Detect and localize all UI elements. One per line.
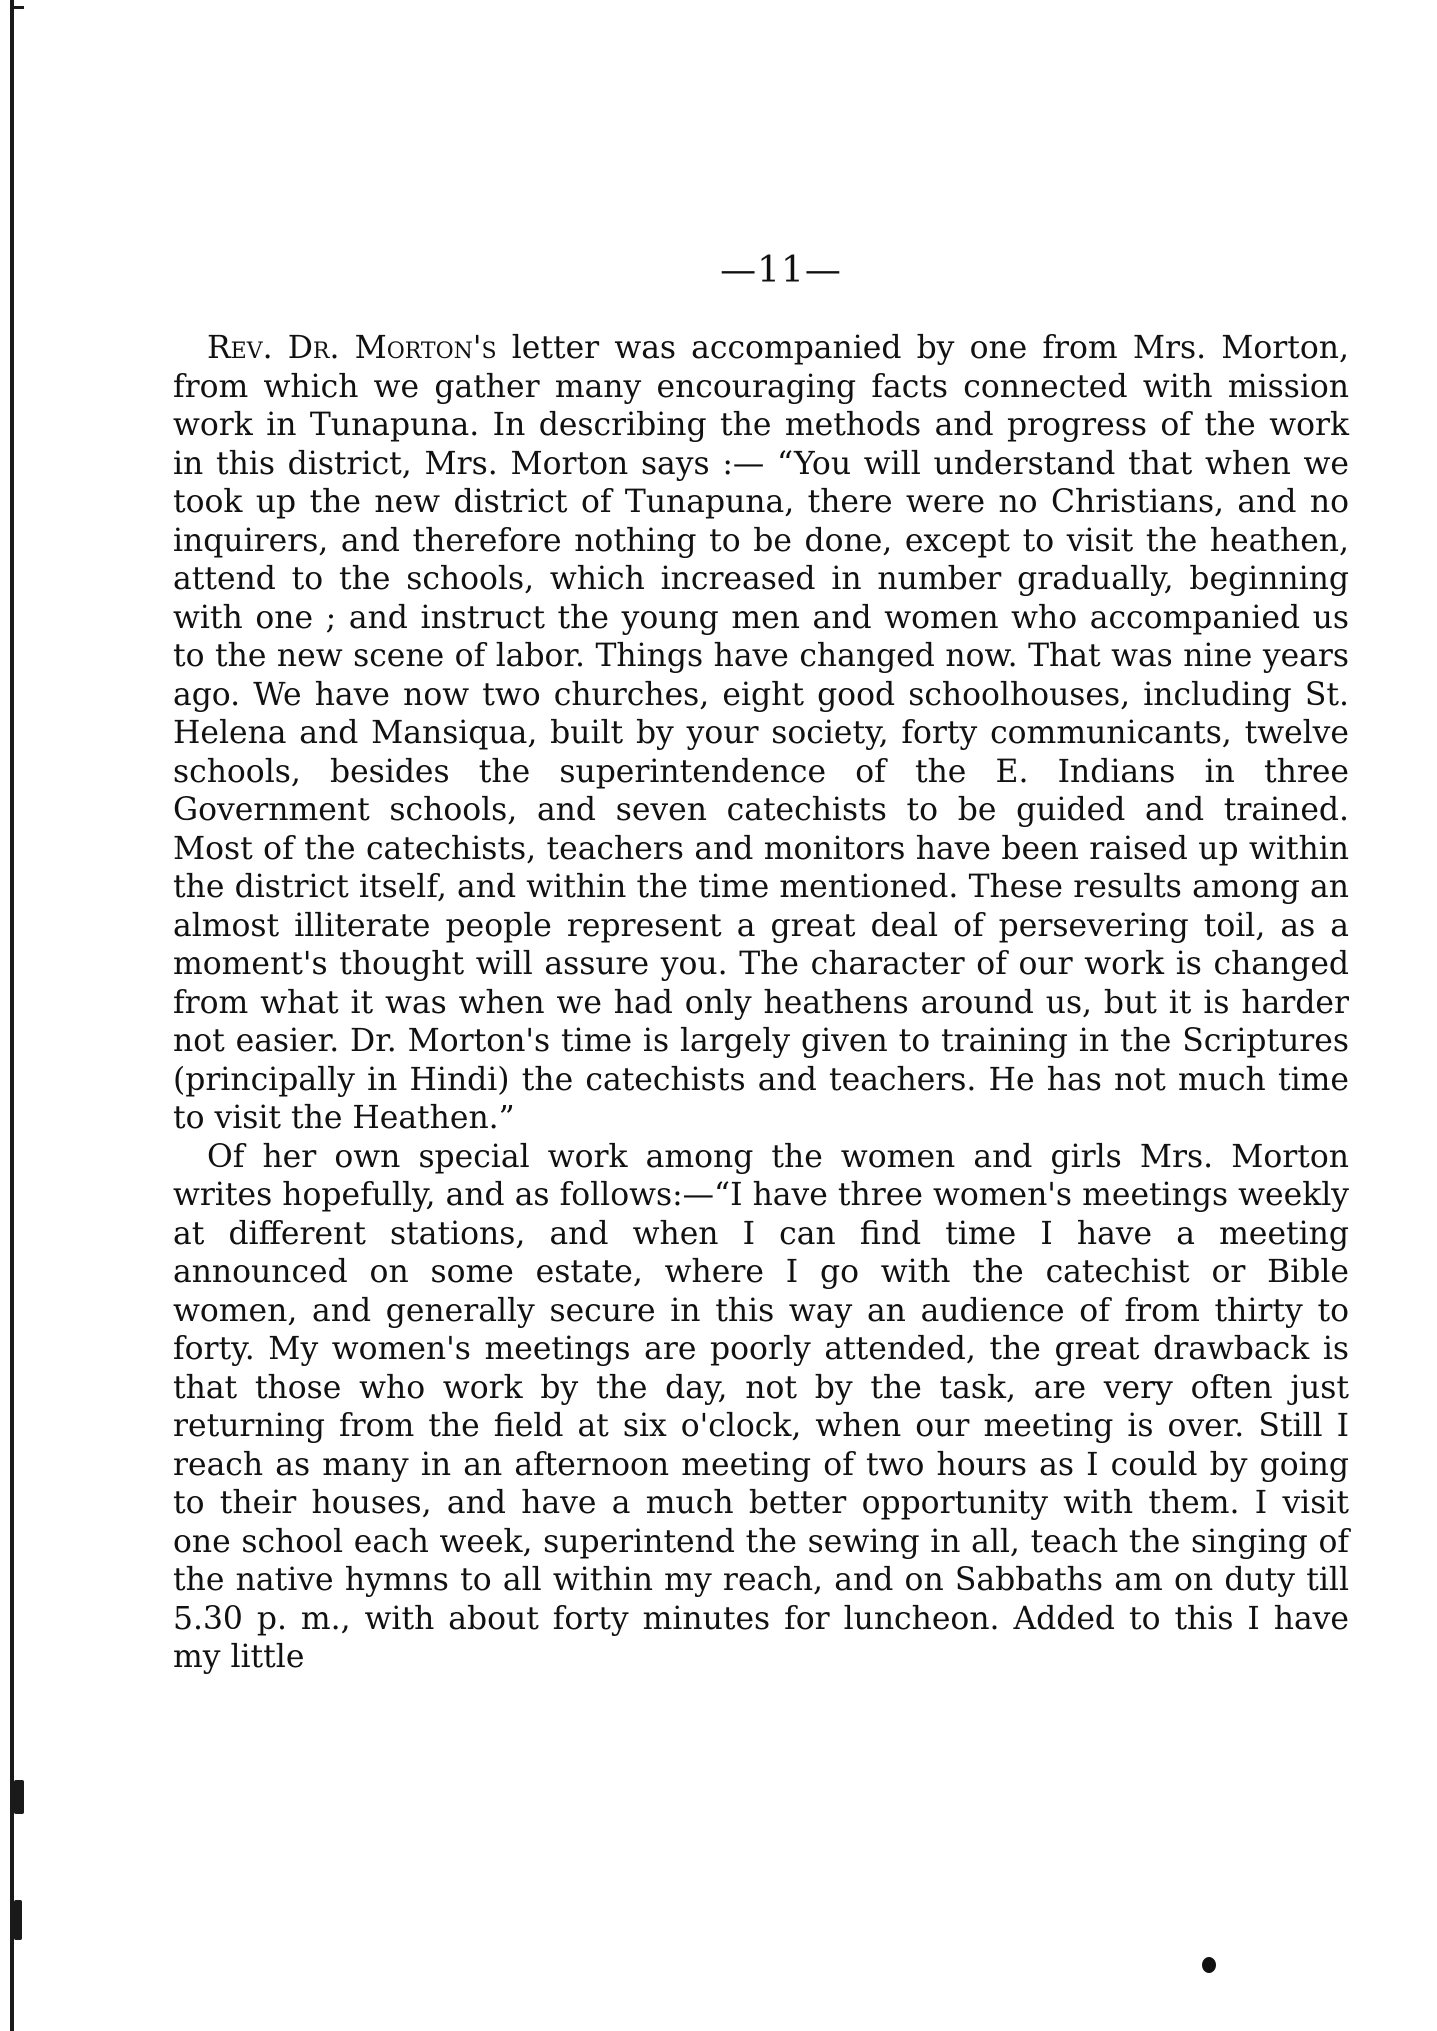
document-page <box>173 250 1349 1677</box>
scan-page-edge <box>10 0 14 2031</box>
scan-page-edge-top <box>10 6 24 9</box>
paragraph-1-lead: Rev. Dr. Morton's <box>207 330 497 366</box>
paragraph-1-body: letter was accompanied by one from Mrs. Morton, from which we gather many encouraging facts connected with mission work in Tunapuna. In describing the methods and progress of the work in this district, Mrs. Morton says :— “You will understand that when we took up the new district of Tunapuna, there were no Christians, and no inquirers, and therefore nothing to be done, except to visit the heathen, attend to the schools, which increased in number gradually, beginning with one ; and instruct the young men and women who accompanied us to the new scene of labor. Things have changed now. That was nine years ago. We have now two churches, eight good schoolhouses, including St. Helena and Mansiqua, built by your society, forty communicants, twelve schools, besides the superintendence of the E. Indians in three Government schools, and seven catechists to be guided and trained. Most of the catechists, teachers and monitors have been raised up within the district itself, and within the time mentioned. These results among an almost illiterate people represent a great deal of persevering toil, as a moment's thought will assure you. The character of our work is changed from what it was when we had only heathens around us, but it is harder not easier. Dr. Morton's time is largely given to training in the Scriptures (principally in Hindi) the catechists and teachers. He has not much time to visit the Heathen.” <box>173 330 1349 1136</box>
paragraph-2: Of her own special work among the women and girls Mrs. Morton writes hopefully, and as follows:—“I have three women's meetings weekly at different stations, and when I can find time I have a meeting announced on some estate, where I go with the catechist or Bible women, and generally secure in this way an audience of from thirty to forty. My women's meetings are poorly attended, the great drawback is that those who work by the day, not by the task, are very often just returning from the field at six o'clock, when our meeting is over. Still I reach as many in an afternoon meeting of two hours as I could by going to their houses, and have a much better opportunity with them. I visit one school each week, superintend the sewing in all, teach the singing of the native hymns to all within my reach, and on Sabbaths am on duty till 5.30 p. m., with about forty minutes for luncheon. Added to this I have my little <box>173 1138 1349 1675</box>
page-number: —11— <box>720 250 842 291</box>
paragraph-1 <box>173 329 1349 1138</box>
ink-dot <box>1202 1957 1216 1973</box>
scan-speck <box>14 1900 22 1940</box>
scan-speck <box>14 1780 24 1814</box>
